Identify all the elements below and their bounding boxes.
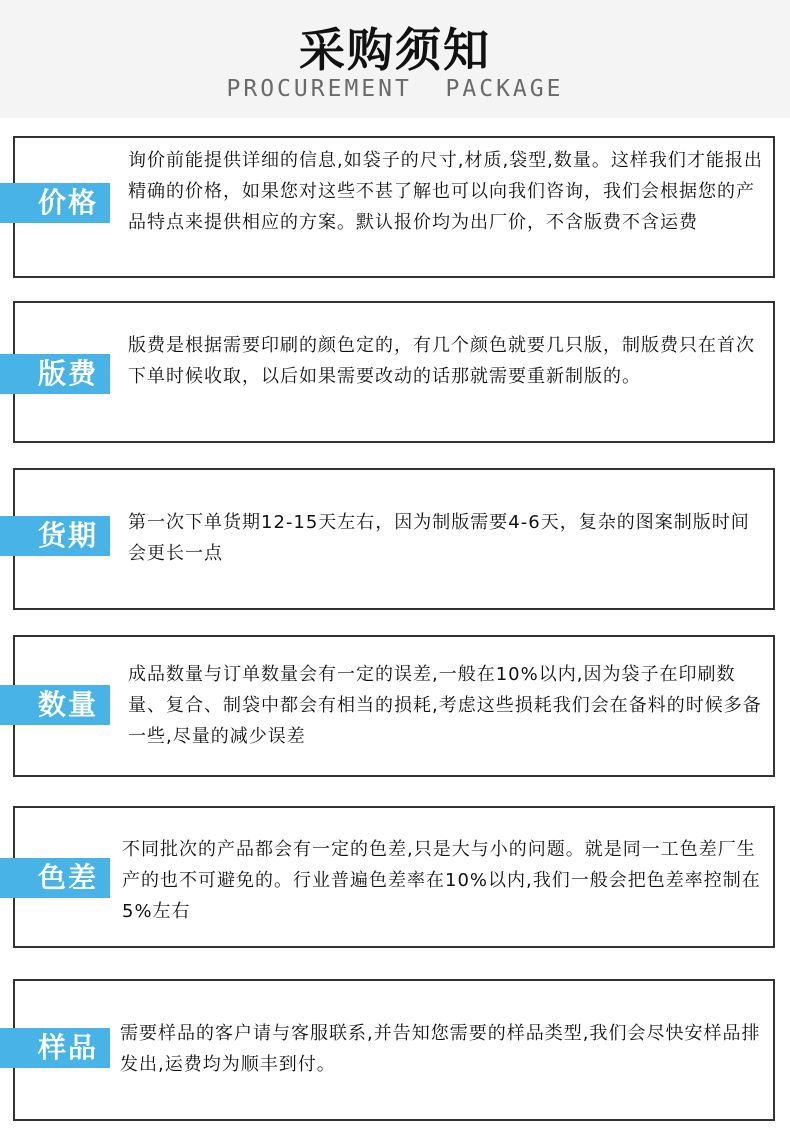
section-label-quantity: 数量 [0,685,110,725]
header-banner [0,0,790,118]
section-label-color-diff: 色差 [0,858,110,898]
section-label-price: 价格 [0,183,110,223]
section-text-color-diff: 不同批次的产品都会有一定的色差,只是大与小的问题。就是同一工色差厂生产的也不可避免的。行业普遍色差率在10%以内,我们一般会把色差率控制在5%左右 [122,839,761,922]
section-text-quantity: 成品数量与订单数量会有一定的误差,一般在10%以内,因为袋子在印刷数量、复合、制袋中都会有相当的损耗,考虑这些损耗我们会在备料的时候多备一些,尽量的减少误差 [128,664,762,747]
section-label-delivery: 货期 [0,516,110,556]
section-text-price: 询价前能提供详细的信息,如袋子的尺寸,材质,袋型,数量。这样我们才能报出精确的价格，如果您对这些不甚了解也可以向我们咨询，我们会根据您的产品特点来提供相应的方案。默认报价均为出厂价，不含版费不含运费 [128,150,763,233]
page-title: 采购须知 [299,23,491,77]
section-text-delivery: 第一次下单货期12-15天左右，因为制版需要4-6天，复杂的图案制版时间会更长一点 [128,512,750,564]
section-label-sample: 样品 [0,1028,110,1068]
section-text-plate-fee: 版费是根据需要印刷的颜色定的，有几个颜色就要几只版，制版费只在首次下单时候收取，以后如果需要改动的话那就需要重新制版的。 [128,335,755,387]
page-subtitle: PROCUREMENT PACKAGE [226,76,564,102]
section-text-sample: 需要样品的客户请与客服联系,并告知您需要的样品类型,我们会尽快安样品排发出,运费均为顺丰到付。 [120,1023,761,1075]
section-label-plate-fee: 版费 [0,354,110,394]
